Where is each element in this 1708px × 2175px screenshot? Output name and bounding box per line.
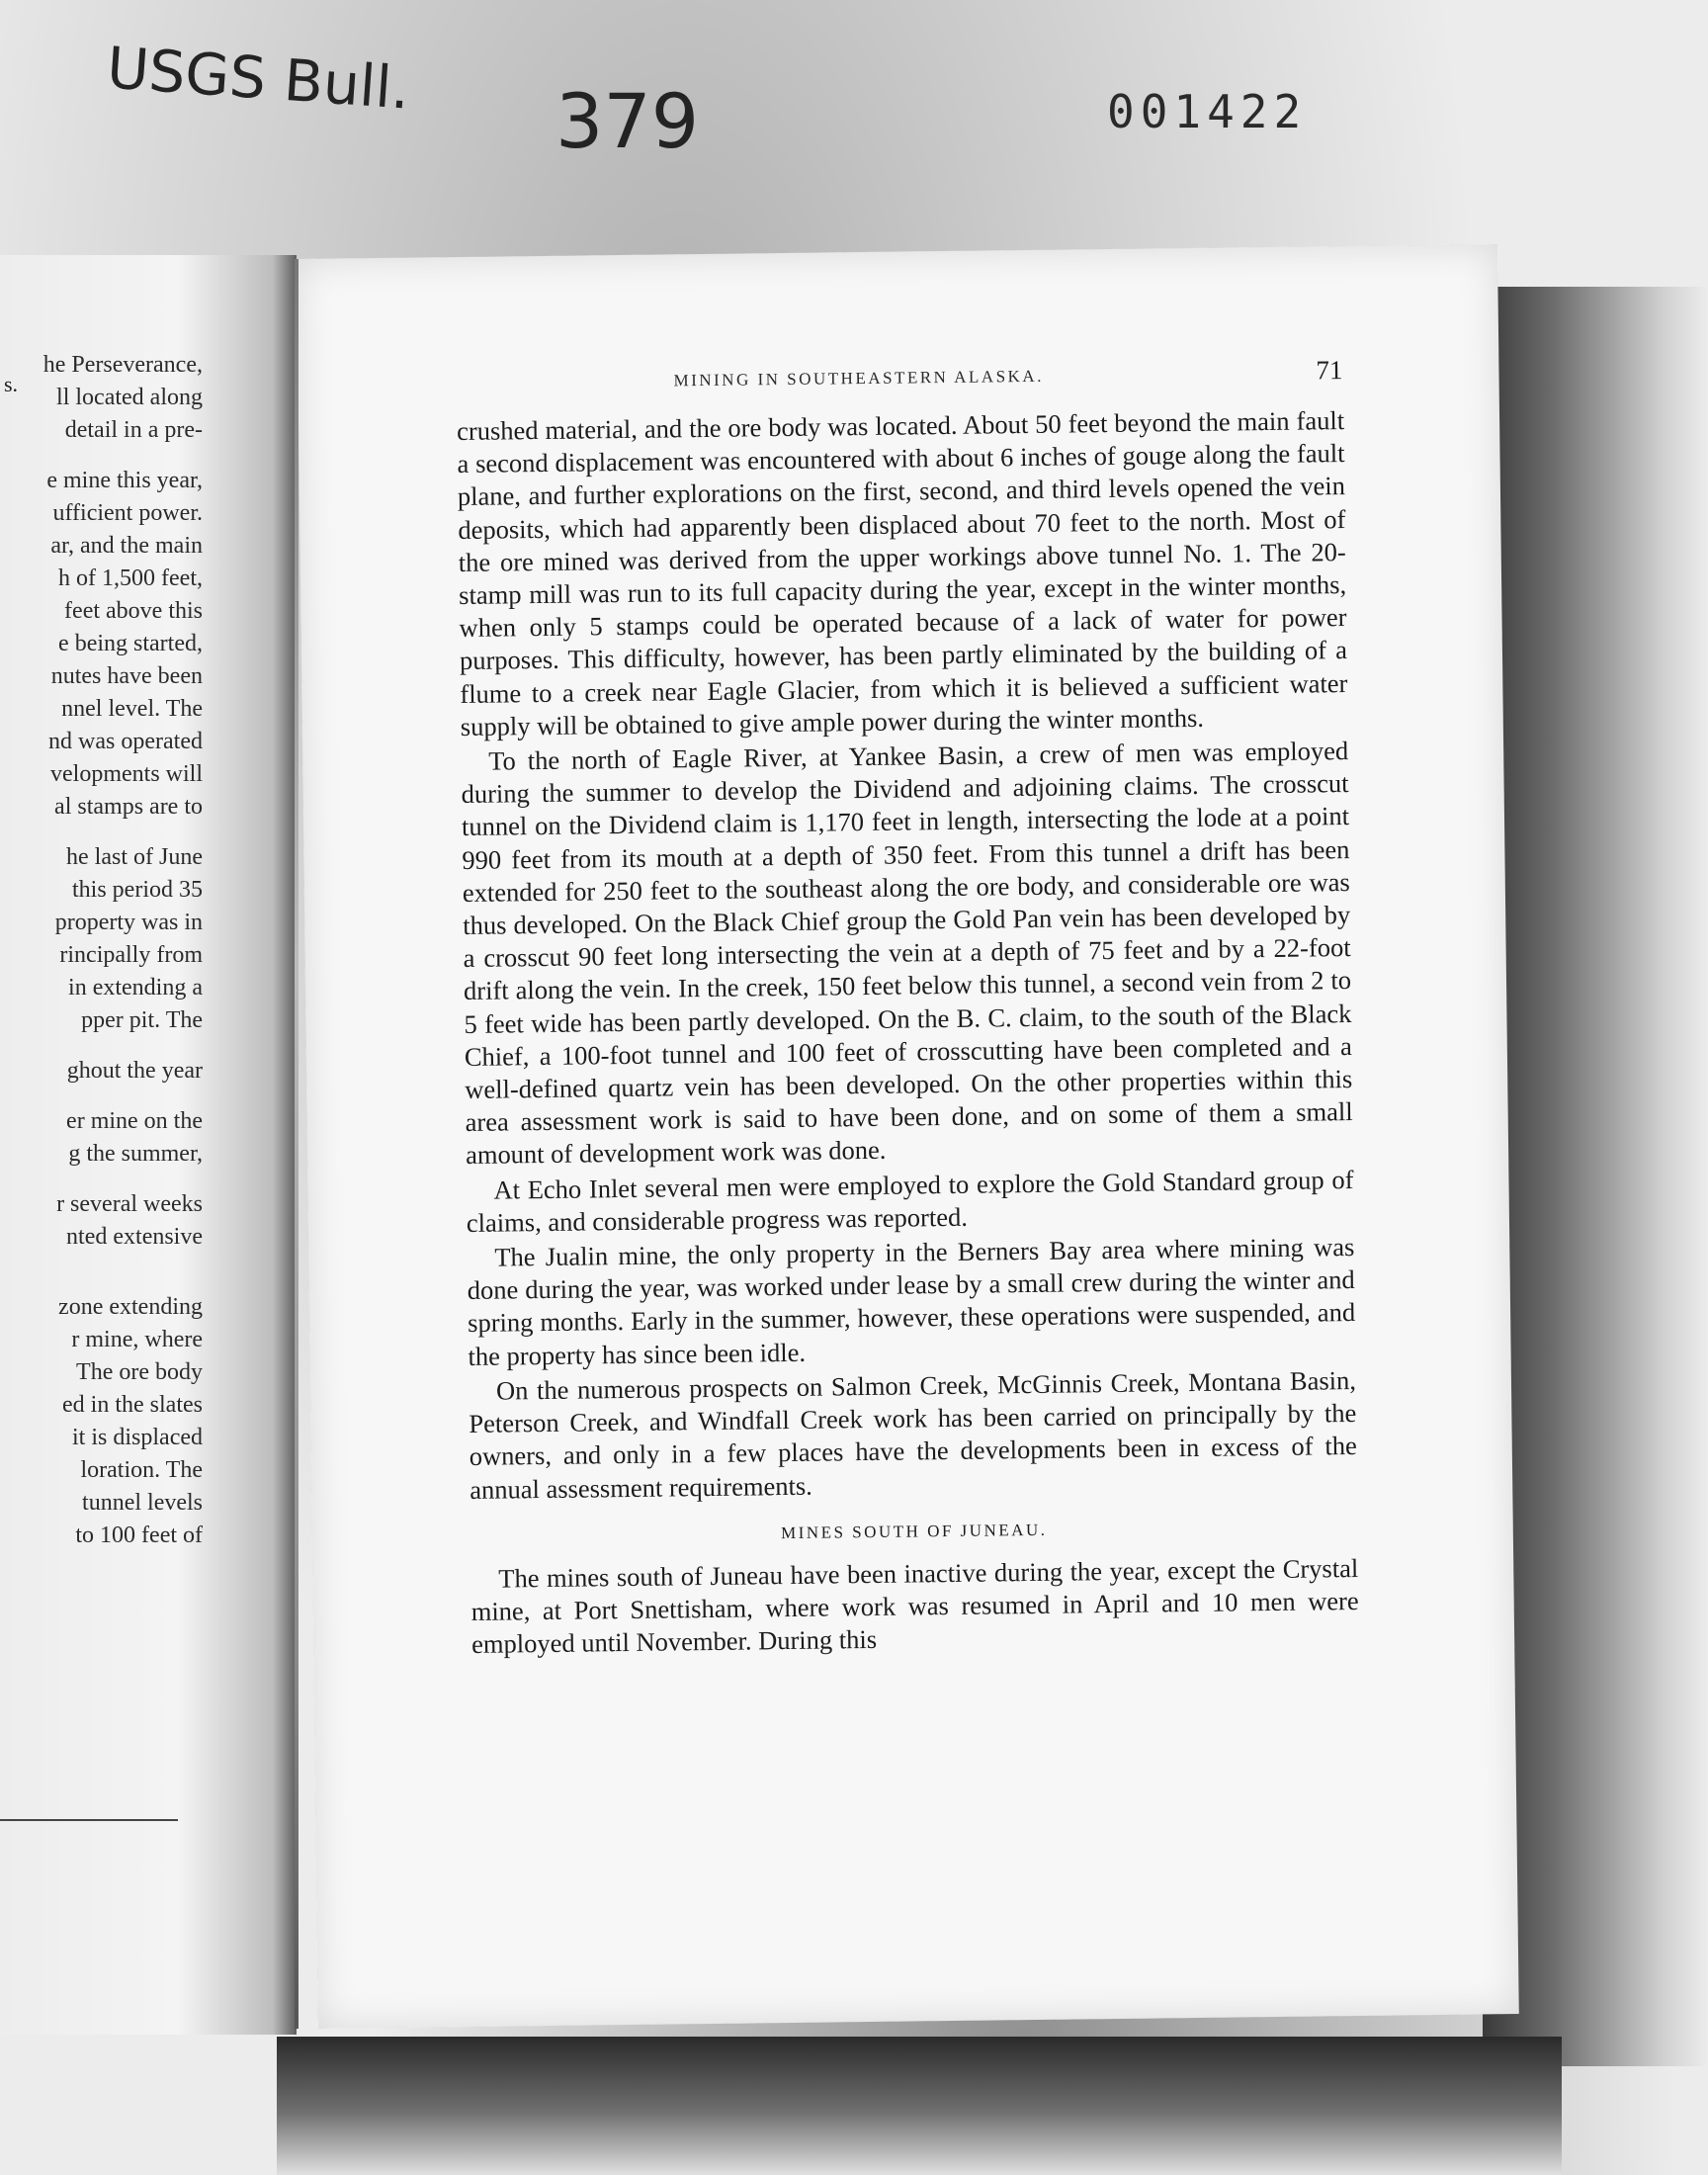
section-heading: MINES SOUTH OF JUNEAU.: [780, 1520, 1048, 1542]
previous-page-line: feet above this: [64, 598, 203, 624]
stamp-number: 001422: [1107, 85, 1308, 138]
previous-page: [0, 255, 297, 2035]
previous-page-line: velopments will: [50, 761, 203, 787]
page-shadow-bottom: [277, 2037, 1562, 2175]
previous-page-line: property was in: [54, 910, 203, 935]
previous-page-line: nted extensive: [66, 1224, 203, 1250]
previous-page-line: rincipally from: [59, 942, 203, 968]
previous-page-line: loration. The: [80, 1457, 203, 1483]
running-head: MINING IN SOUTHEASTERN ALASKA.: [673, 366, 1045, 391]
previous-page-line: he Perseverance,: [43, 352, 203, 378]
paragraph: To the north of Eagle River, at Yankee Basin, a crew of men was employed during the summer to develop the Dividend and adjoining claims. The crosscut tunnel on the Dividend claim is 1,170 feet in length, intersecting the lode at a point 990 feet from its mouth at a depth of 350 feet. From this tunnel a drift has been extended for 250 feet to the southeast along the ore body, and considerable ore was thus developed. On the Black Chief group the Gold Pan vein has been developed by a crosscut 90 feet long intersecting the vein at a depth of 75 feet and by a 22-foot drift along the vein. In the creek, 150 feet below this tunnel, a second vein from 2 to 5 feet wide has been partly developed. On the B. C. claim, to the south of the Black Chief, a 100-foot tunnel and 100 feet of crosscutting have been completed and a well-defined quartz vein has been developed. On the other properties within this area assessment work is said to have been done, and on some of them a small amount of development work was done.: [461, 736, 1353, 1171]
previous-page-line: ll located along: [56, 385, 203, 410]
document-page: [297, 244, 1519, 2029]
paragraph: The Jualin mine, the only property in the Berners Bay area where mining was done during the year, was worked under lease by a small crew during the winter and spring months. Early in the summer, however, these operations were suspended, and the property has since been idle.: [467, 1232, 1356, 1371]
paragraph: At Echo Inlet several men were employed to explore the Gold Standard group of claims, and considerable progress was reported.: [466, 1164, 1354, 1238]
previous-page-line: al stamps are to: [54, 794, 203, 820]
previous-page-line: he last of June: [66, 844, 203, 870]
previous-page-line: r mine, where: [71, 1327, 203, 1352]
previous-page-line: this period 35: [72, 877, 203, 903]
previous-page-line: er mine on the: [66, 1108, 203, 1134]
page-shadow-right: [1483, 287, 1708, 2066]
previous-page-line: nd was operated: [48, 729, 203, 754]
page-edge: [295, 259, 299, 2029]
previous-page-line: zone extending: [58, 1294, 203, 1320]
previous-page-line: ar, and the main: [50, 533, 203, 559]
paragraph: crushed material, and the ore body was located. About 50 feet beyond the main fault a second displacement was encountered with about 6 inches of gouge along the fault plane, and further explorations on the first, second, and third levels opened the vein deposits, which had apparently been displaced about 70 feet to the north. Most of the ore mined was derived from the upper workings above tunnel No. 1. The 20-stamp mill was run to its full capacity during the year, except in the winter months, when only 5 stamps could be operated because of a lack of water for power purposes. This difficulty, however, has been partly eliminated by the building of a flume to a creek near Eagle Glacier, from which it is believed a sufficient water supply will be obtained to give ample power during the winter months.: [456, 405, 1348, 741]
previous-page-line: ufficient power.: [52, 500, 203, 526]
previous-page-line: in extending a: [68, 975, 203, 1000]
previous-page-line: e mine this year,: [46, 468, 203, 493]
page-body: [457, 404, 1359, 1661]
paragraph: The mines south of Juneau have been inactive during the year, except the Crystal mine, at Port Snettisham, where work was resumed in April and 10 men were employed until November. During this: [470, 1552, 1359, 1660]
page-number: 71: [1316, 355, 1343, 386]
paragraph: On the numerous prospects on Salmon Creek, McGinnis Creek, Montana Basin, Peterson Creek, and Windfall Creek work has been carried on principally by the owners, and only in a few places have the developments been in excess of the annual assessment requirements.: [469, 1364, 1357, 1505]
previous-page-line: nutes have been: [50, 663, 203, 689]
previous-page-line: The ore body: [76, 1359, 203, 1385]
previous-page-line: h of 1,500 feet,: [58, 566, 203, 591]
previous-page-line: pper pit. The: [81, 1007, 203, 1033]
previous-page-line: r several weeks: [56, 1191, 203, 1217]
previous-page-line: tunnel levels: [82, 1490, 203, 1516]
handwritten-bulletin-number: 379: [555, 77, 700, 165]
previous-page-line: to 100 feet of: [75, 1522, 203, 1548]
previous-page-line: e being started,: [58, 631, 203, 656]
previous-page-line: g the summer,: [68, 1141, 203, 1167]
previous-page-line: it is displaced: [72, 1425, 203, 1450]
previous-page-mark: s.: [4, 372, 19, 396]
handwritten-series-label: USGS Bull.: [105, 34, 412, 123]
previous-page-line: ed in the slates: [62, 1392, 203, 1418]
previous-page-line: ghout the year: [66, 1058, 203, 1084]
previous-page-line: nnel level. The: [61, 696, 203, 722]
previous-page-line: detail in a pre-: [64, 417, 203, 443]
previous-page-rule: [0, 1819, 178, 1821]
